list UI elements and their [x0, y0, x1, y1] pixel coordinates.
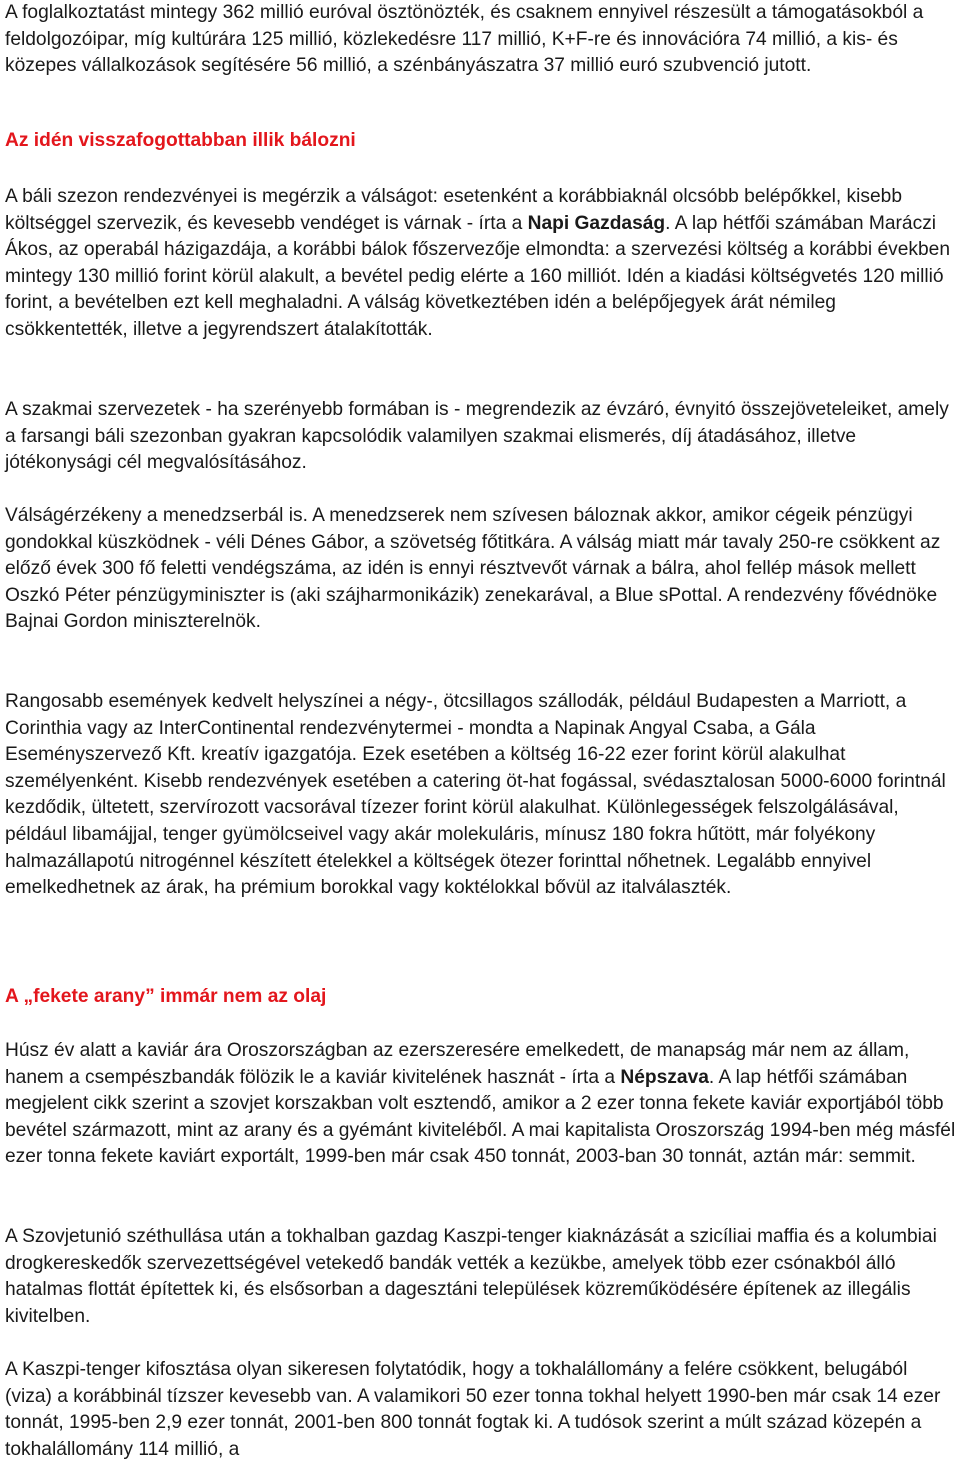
paragraph-text: Húsz év alatt a kaviár ára Oroszországban az ezerszeresére emelkedett, de manapság már nem az állam, hanem a csempészbandák fölözik le a kaviár kivitelének hasznát - írta a	[5, 1040, 910, 1088]
source-nepszava: Népszava	[620, 1066, 709, 1088]
ball-season-paragraph-4: Rangosabb események kedvelt helyszínei a négy-, ötcsillagos szállodák, például Budapesten a Marriott, a Corinthia vagy az InterContinental rendezvénytermei - mondta a Napinak Angyal Csaba, a Gála Eseményszervező Kft. kreatív igazgatója. Ezek esetében a költség 16-22 ezer forint körül alakulhat személyenként. Kisebb rendezvények esetében a catering öt-hat fogással, svédasztalosan 5000-6000 forintnál kezdődik, ültetett, szervírozott vacsorával tízezer forint körül alakulhat. Különlegességek felszolgálásával, például libamájjal, tenger gyümölcseivel vagy akár molekuláris, mínusz 180 fokra hűtött, már folyékony halmazállapotú nitrogénnel készített ételekkel a költségek ötezer forinttal nőhetnek. Legalább ennyivel emelkedhetnek az árak, ha prémium borokkal vagy koktélokkal bővül az italválaszték.	[5, 691, 946, 899]
intro-paragraph: A foglalkoztatást mintegy 362 millió euróval ösztönözték, és csaknem ennyivel részesült a támogatásokból a feldolgozóipar, míg kultúrára 125 millió, közlekedésre 117 millió, K+F-re és innovációra 74 millió, a kis- és közepes vállalkozások segítésére 56 millió, a szénbányászatra 37 millió euró szubvenció jutott.	[5, 2, 924, 77]
caviar-paragraph-1	[5, 1038, 957, 1171]
ball-season-paragraph-1	[5, 184, 957, 344]
paragraph-text: . A lap hétfői számában megjelent cikk szerint a szovjet korszakban volt esztendő, amikor a 2 ezer tonna fekete kaviár exportjából több bevétel származott, mint az arany és a gyémánt kiviteléből. A mai kapitalista Oroszország 1994-ben még másfél ezer tonna fekete kaviárt exportált, 1999-ben már csak 450 tonnát, 2003-ban 30 tonnát, aztán már: semmit.	[5, 1066, 956, 1168]
ball-season-paragraph-3: Válságérzékeny a menedzserbál is. A menedzserek nem szívesen báloznak akkor, amikor cégeik pénzügyi gondokkal küszködnek - véli Dénes Gábor, a szövetség főtitkára. A válság miatt már tavaly 250-re csökkent az előző évek 300 fő feletti vendégszáma, az idén is ennyi résztvevőt várnak a bálra, ahol fellép mások mellett Oszkó Péter pénzügyminiszter is (aki szájharmonikázik) zenekarával, a Blue sPottal. A rendezvény fővédnöke Bajnai Gordon miniszterelnök.	[5, 505, 941, 633]
caviar-paragraph-3: A Kaszpi-tenger kifosztása olyan sikeresen folytatódik, hogy a tokhalállomány a felére csökkent, belugából (viza) a korábbinál tízszer kevesebb van. A valamikori 50 ezer tonna tokhal helyett 1990-ben már csak 14 ezer tonnát, 1995-ben 2,9 ezer tonnát, 2001-ben 800 tonnát fogtak ki. A tudósok szerint a múlt század közepén a tokhalállomány 114 millió, a	[5, 1359, 941, 1460]
source-napi-gazdasag: Napi Gazdaság	[527, 212, 666, 234]
section-heading-black-gold: A „fekete arany” immár nem az olaj	[5, 986, 327, 1007]
paragraph-text: . A lap hétfői számában Maráczi Ákos, az operabál házigazdája, a korábbi bálok főszervezője elmondta: a szervezési költség a korábbi években mintegy 130 millió forint körül alakult, a bevétel pedig elérte a 160 milliót. Idén a kiadási költségvetés 120 millió forint, a bevételben ezt kell meghaladni. A válság következtében idén a belépőjegyek árát némileg csökkentették, illetve a jegyrendszert átalakították.	[5, 212, 951, 340]
section-heading-ball-season: Az idén visszafogottabban illik bálozni	[5, 130, 356, 151]
paragraph-text: A báli szezon rendezvényei is megérzik a válságot: esetenként a korábbiaknál olcsóbb belépőkkel, kisebb költséggel szervezik, és kevesebb vendéget is várnak - írta a	[5, 186, 903, 234]
caviar-paragraph-2: A Szovjetunió széthullása után a tokhalban gazdag Kaszpi-tenger kiaknázását a szicíliai maffia és a kolumbiai drogkereskedők szervezettségével vetekedő bandák vették a kezükbe, amelyek több ezer csónakból álló hatalmas flottát építettek ki, és elsősorban a dagesztáni települések közreműködésére építenek az illegális kivitelben.	[5, 1226, 937, 1327]
ball-season-paragraph-2: A szakmai szervezetek - ha szerényebb formában is - megrendezik az évzáró, évnyitó összejöveteleiket, amely a farsangi báli szezonban gyakran kapcsolódik valamilyen szakmai elismerés, díj átadásához, illetve jótékonysági cél megvalósításához.	[5, 399, 949, 474]
